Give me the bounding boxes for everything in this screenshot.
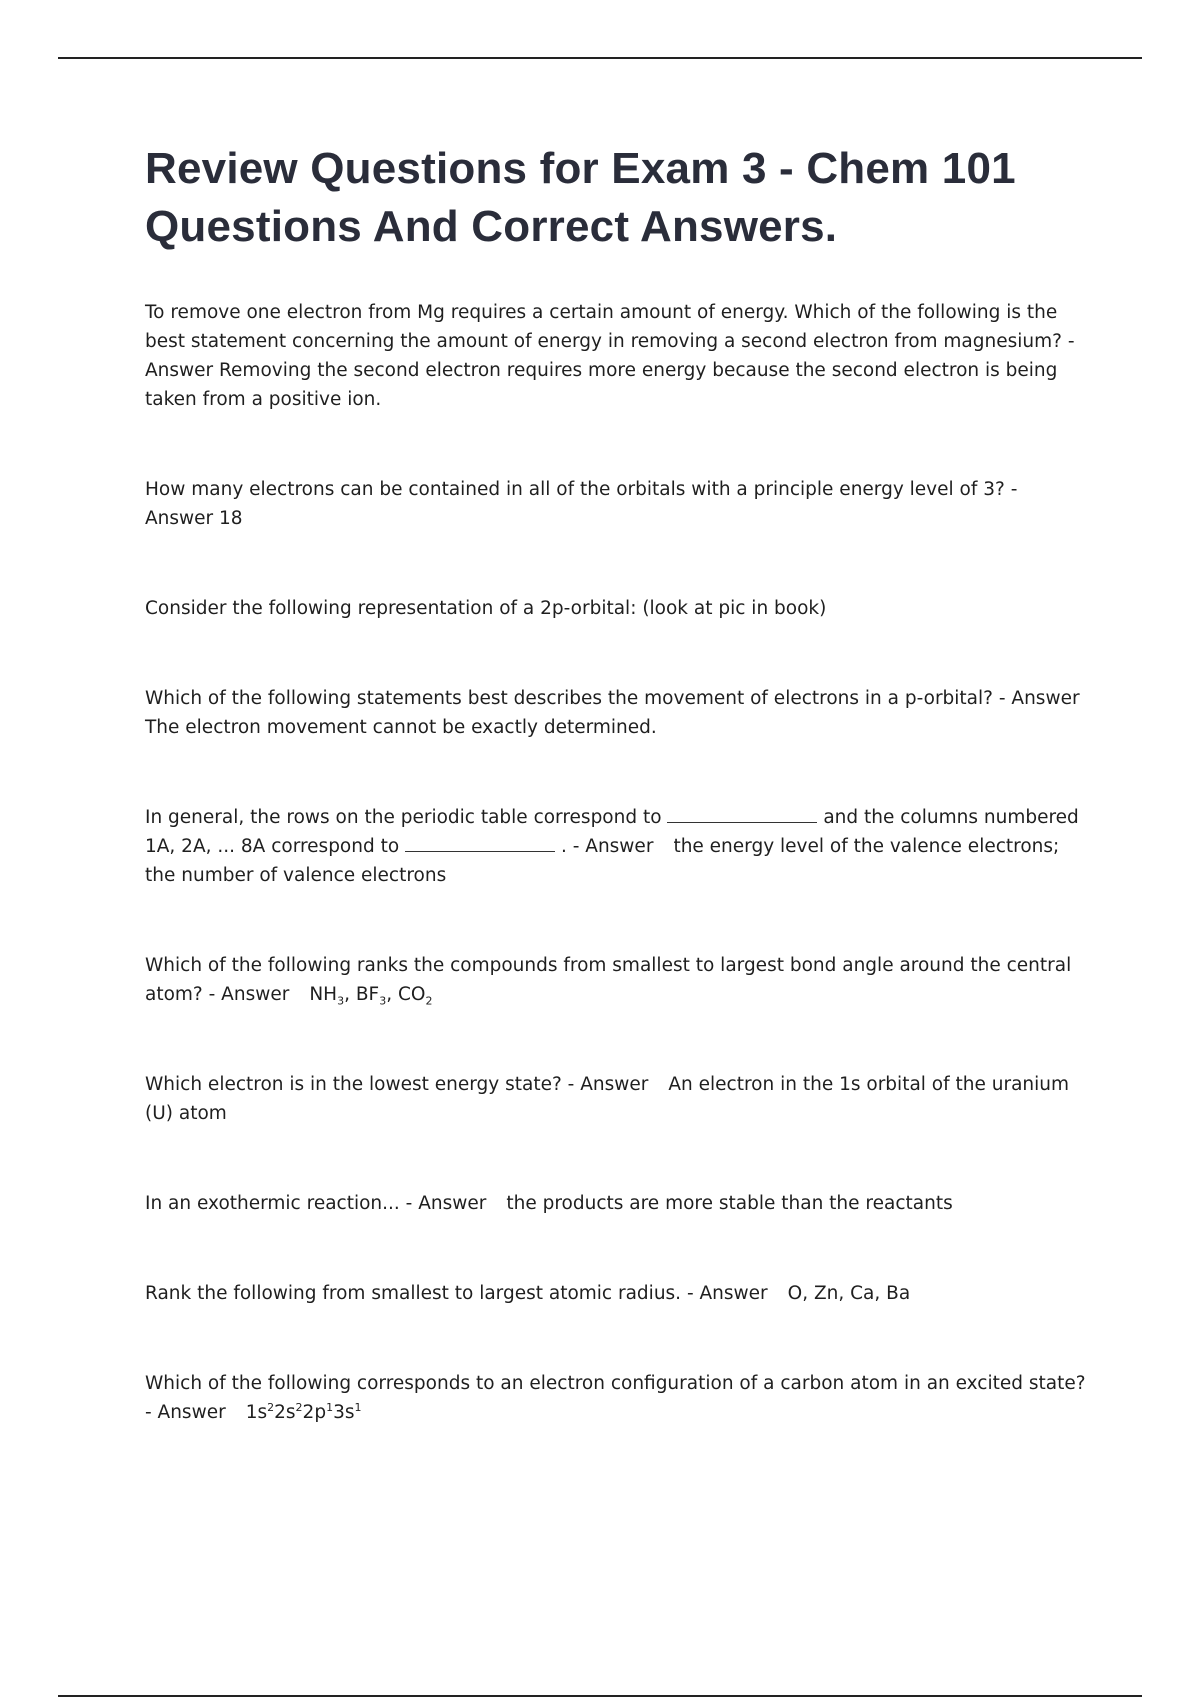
answer-text: The electron movement cannot be exactly determined. [145,717,657,738]
question-text: How many electrons can be contained in all of the orbitals with a principle energy level of 3? - Answer [145,479,1018,529]
question-text: . - Answer [560,836,654,857]
bottom-rule [58,1695,1142,1697]
qa-item [145,594,1090,623]
qa-item [145,1369,1090,1427]
answer-text: the energy level of the valence electrons; the number of valence electrons [145,836,1060,886]
qa-item [145,1070,1090,1128]
answer-text: 18 [219,508,243,529]
qa-item [145,1189,1090,1218]
qa-item [145,803,1090,890]
top-rule [58,57,1142,59]
qa-item [145,298,1090,414]
question-text: In general, the rows on the periodic table correspond to [145,807,662,828]
answer-text: $1s^22s^22p^13s^1$ [245,1400,362,1423]
answer-text: Removing the second electron requires more energy because the second electron is being taken from a positive ion. [145,360,1058,410]
answer-text: An electron in the 1s orbital of the uranium (U) atom [145,1074,1070,1124]
question-text: To remove one electron from Mg requires a certain amount of energy. Which of the following is the best statement concerning the amount of energy in removing a second electron from magnesium? - Answer [145,302,1075,381]
answer-text: $NH_3$, $BF_3$, $CO_2$ [309,984,433,1008]
question-text: Rank the following from smallest to largest atomic radius. - Answer [145,1283,768,1304]
fill-in-blank [667,808,817,823]
question-text: Consider the following representation of a 2p-orbital: (look at pic in book) [145,598,827,619]
fill-in-blank [405,837,555,852]
qa-item [145,951,1090,1009]
document-content [145,140,1090,1427]
question-text: and the columns numbered 1A, 2A, ... 8A correspond to [145,807,1079,857]
question-text: Which electron is in the lowest energy state? - Answer [145,1074,649,1095]
answer-text: O, Zn, Ca, Ba [787,1283,911,1304]
question-text: Which of the following corresponds to an electron configuration of a carbon atom in an excited state? - Answer [145,1373,1086,1423]
question-text: In an exothermic reaction... - Answer [145,1193,487,1214]
qa-item [145,475,1090,533]
qa-item [145,1279,1090,1308]
document-title: Review Questions for Exam 3 - Chem 101 Questions And Correct Answers. [145,144,1016,251]
answer-text: the products are more stable than the reactants [506,1193,953,1214]
question-text: Which of the following statements best describes the movement of electrons in a p-orbital? - Answer [145,688,1080,709]
qa-item [145,684,1090,742]
question-text: Which of the following ranks the compounds from smallest to largest bond angle around the central atom? - Answer [145,955,1072,1005]
